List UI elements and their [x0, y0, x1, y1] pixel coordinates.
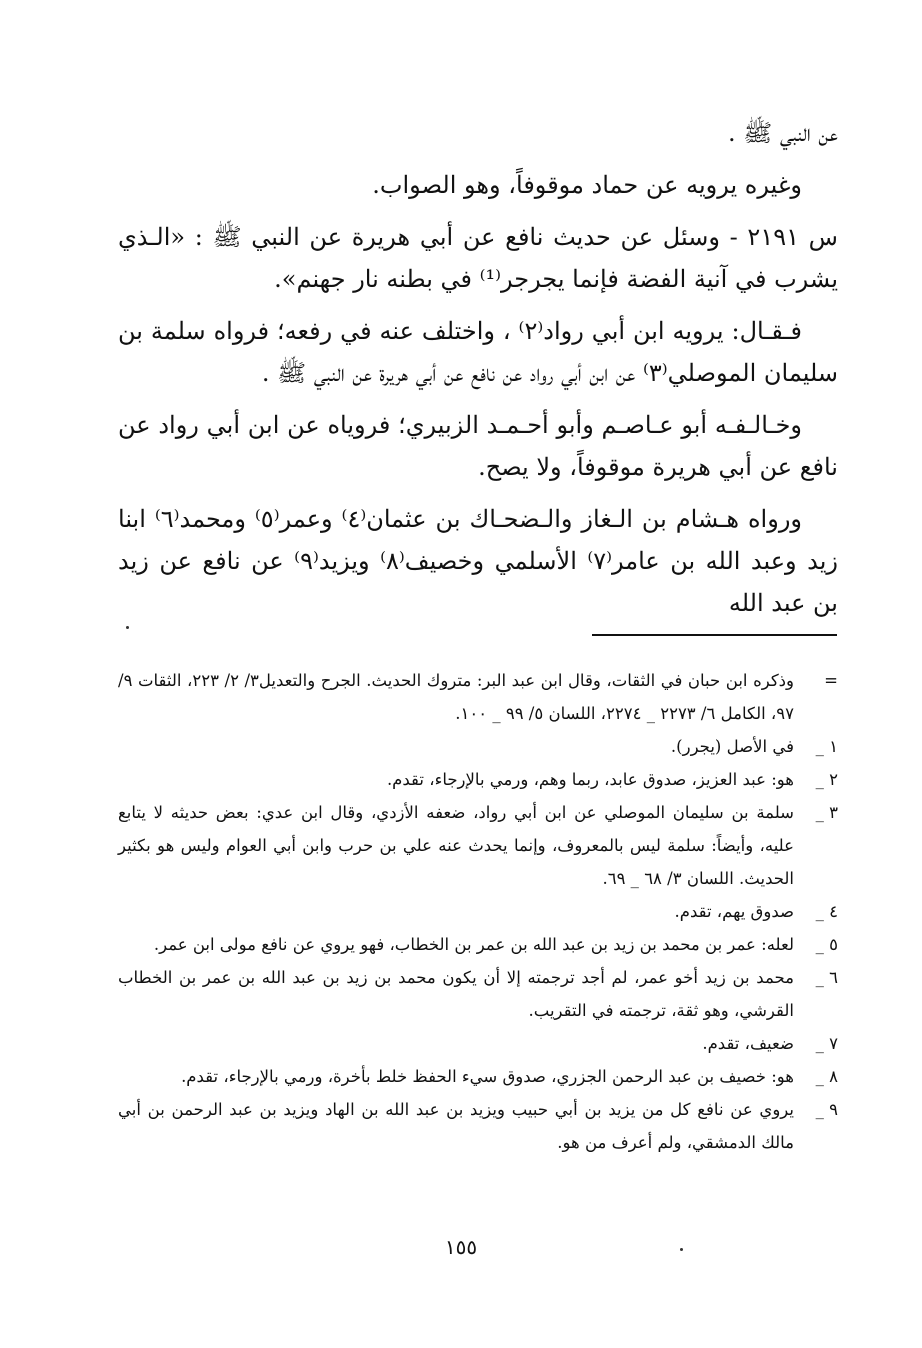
footnote-text: صدوق يهم، تقدم. — [674, 902, 794, 921]
footnote-6 — [118, 961, 838, 1027]
paragraph-continuation: عن النبي ﷺ . — [727, 119, 838, 147]
footnote-number: ٧ _ — [815, 1034, 838, 1053]
footnote-8 — [118, 1060, 838, 1093]
footnote-number: ٥ _ — [815, 935, 838, 954]
footnote-text: وذكره ابن حبان في الثقات، وقال ابن عبد البر: متروك الحديث. الجرح والتعديل٣/ ٢/ ٢٢٣، الثقات ٩/ ٩٧، الكامل ٦/ ٢٢٧٣ _ ٢٢٧٤، اللسان ٥/ ٩٩ _ ١٠٠. — [118, 671, 794, 723]
footnote-text: هو: خصيف بن عبد الرحمن الجزري، صدوق سيء الحفظ خلط بأخرة، ورمي بالإرجاء، تقدم. — [181, 1067, 794, 1086]
footnote-7 — [118, 1027, 838, 1060]
footnote-text: ضعيف، تقدم. — [702, 1034, 794, 1053]
footnote-text: هو: عبد العزيز، صدوق عابد، ربما وهم، ورمي بالإرجاء، تقدم. — [386, 770, 794, 789]
footnote-number: ٤ _ — [815, 902, 838, 921]
footnote-number: ٩ _ — [815, 1100, 838, 1119]
main-text — [118, 112, 838, 634]
scan-speck — [126, 626, 129, 629]
footnotes — [118, 664, 838, 1159]
question-paragraph: س ٢١٩١ - وسئل عن حديث نافع عن أبي هريرة عن النبي ﷺ : «الـذي يشرب في آنية الفضة فإنما يجرجر⁽¹⁾ في بطنه نار جهنم». — [118, 223, 838, 293]
footnote-number: ٦ _ — [815, 968, 838, 987]
paragraph-6: ورواه هـشام بن الـغاز والـضحـاك بن عثمان⁽٤⁾ وعمر⁽٥⁾ ومحمد⁽٦⁾ ابنا زيد وعبد الله بن عامر⁽٧⁾ الأسلمي وخصيف⁽٨⁾ ويزيد⁽٩⁾ عن نافع عن زيد بن عبد الله — [118, 505, 838, 617]
footnote-number: ٣ _ — [815, 803, 838, 822]
page-number: ١٥٥ — [444, 1235, 478, 1259]
scan-speck — [680, 1248, 683, 1251]
footnote-text: محمد بن زيد أخو عمر، لم أجد ترجمته إلا أن يكون محمد بن زيد بن عبد الله بن عمر بن الخطاب القرشي، وهو ثقة، ترجمته في التقريب. — [118, 968, 794, 1020]
footnote-text: يروي عن نافع كل من يزيد بن أبي حبيب ويزيد بن عبد الله بن الهاد ويزيد بن عبد الرحمن بن أبي مالك الدمشقي، ولم أعرف من هو. — [118, 1100, 794, 1152]
footnote-marker: = — [824, 671, 838, 690]
footnote-3 — [118, 796, 838, 895]
footnote-number: ١ _ — [815, 737, 838, 756]
answer-paragraph: فـقـال: يرويه ابن أبي رواد⁽٢⁾ ، واختلف عنه في رفعه؛ فرواه سلمة بن سليمان الموصلي⁽٣⁾ عن ابن أبي رواد عن نافع عن أبي هريرة عن النبي ﷺ . — [118, 317, 838, 387]
paragraph-2: وغيره يرويه عن حماد موقوفاً، وهو الصواب. — [372, 171, 802, 199]
footnote-text: لعله: عمر بن محمد بن زيد بن عبد الله بن عمر بن الخطاب، فهو يروي عن نافع مولى ابن عمر. — [153, 935, 794, 954]
paragraph-5: وخـالـفـه أبو عـاصـم وأبو أحـمـد الزبيري؛ فروياه عن ابن أبي رواد عن نافع عن أبي هريرة موقوفاً، ولا يصح. — [118, 411, 838, 481]
footnote-divider — [592, 634, 837, 636]
footnote-number: ٢ _ — [815, 770, 838, 789]
footnote-2 — [118, 763, 838, 796]
footnote-5 — [118, 928, 838, 961]
footnote-text: في الأصل (يجرر). — [670, 737, 794, 756]
footnote-number: ٨ _ — [815, 1067, 838, 1086]
footnote-9 — [118, 1093, 838, 1159]
footnote-text: سلمة بن سليمان الموصلي عن ابن أبي رواد، ضعفه الأزدي، وقال ابن عدي: بعض حديثه لا يتابع عليه، وأيضاً: سلمة ليس بالمعروف، وإنما يحدث عنه علي بن حرب وابن أبي العوام وليس هو بكثير الحديث. اللسان ٣/ ٦٨ _ ٦٩. — [118, 803, 794, 888]
footnote-4 — [118, 895, 838, 928]
footnote-1 — [118, 730, 838, 763]
footnote-continuation — [118, 664, 838, 730]
